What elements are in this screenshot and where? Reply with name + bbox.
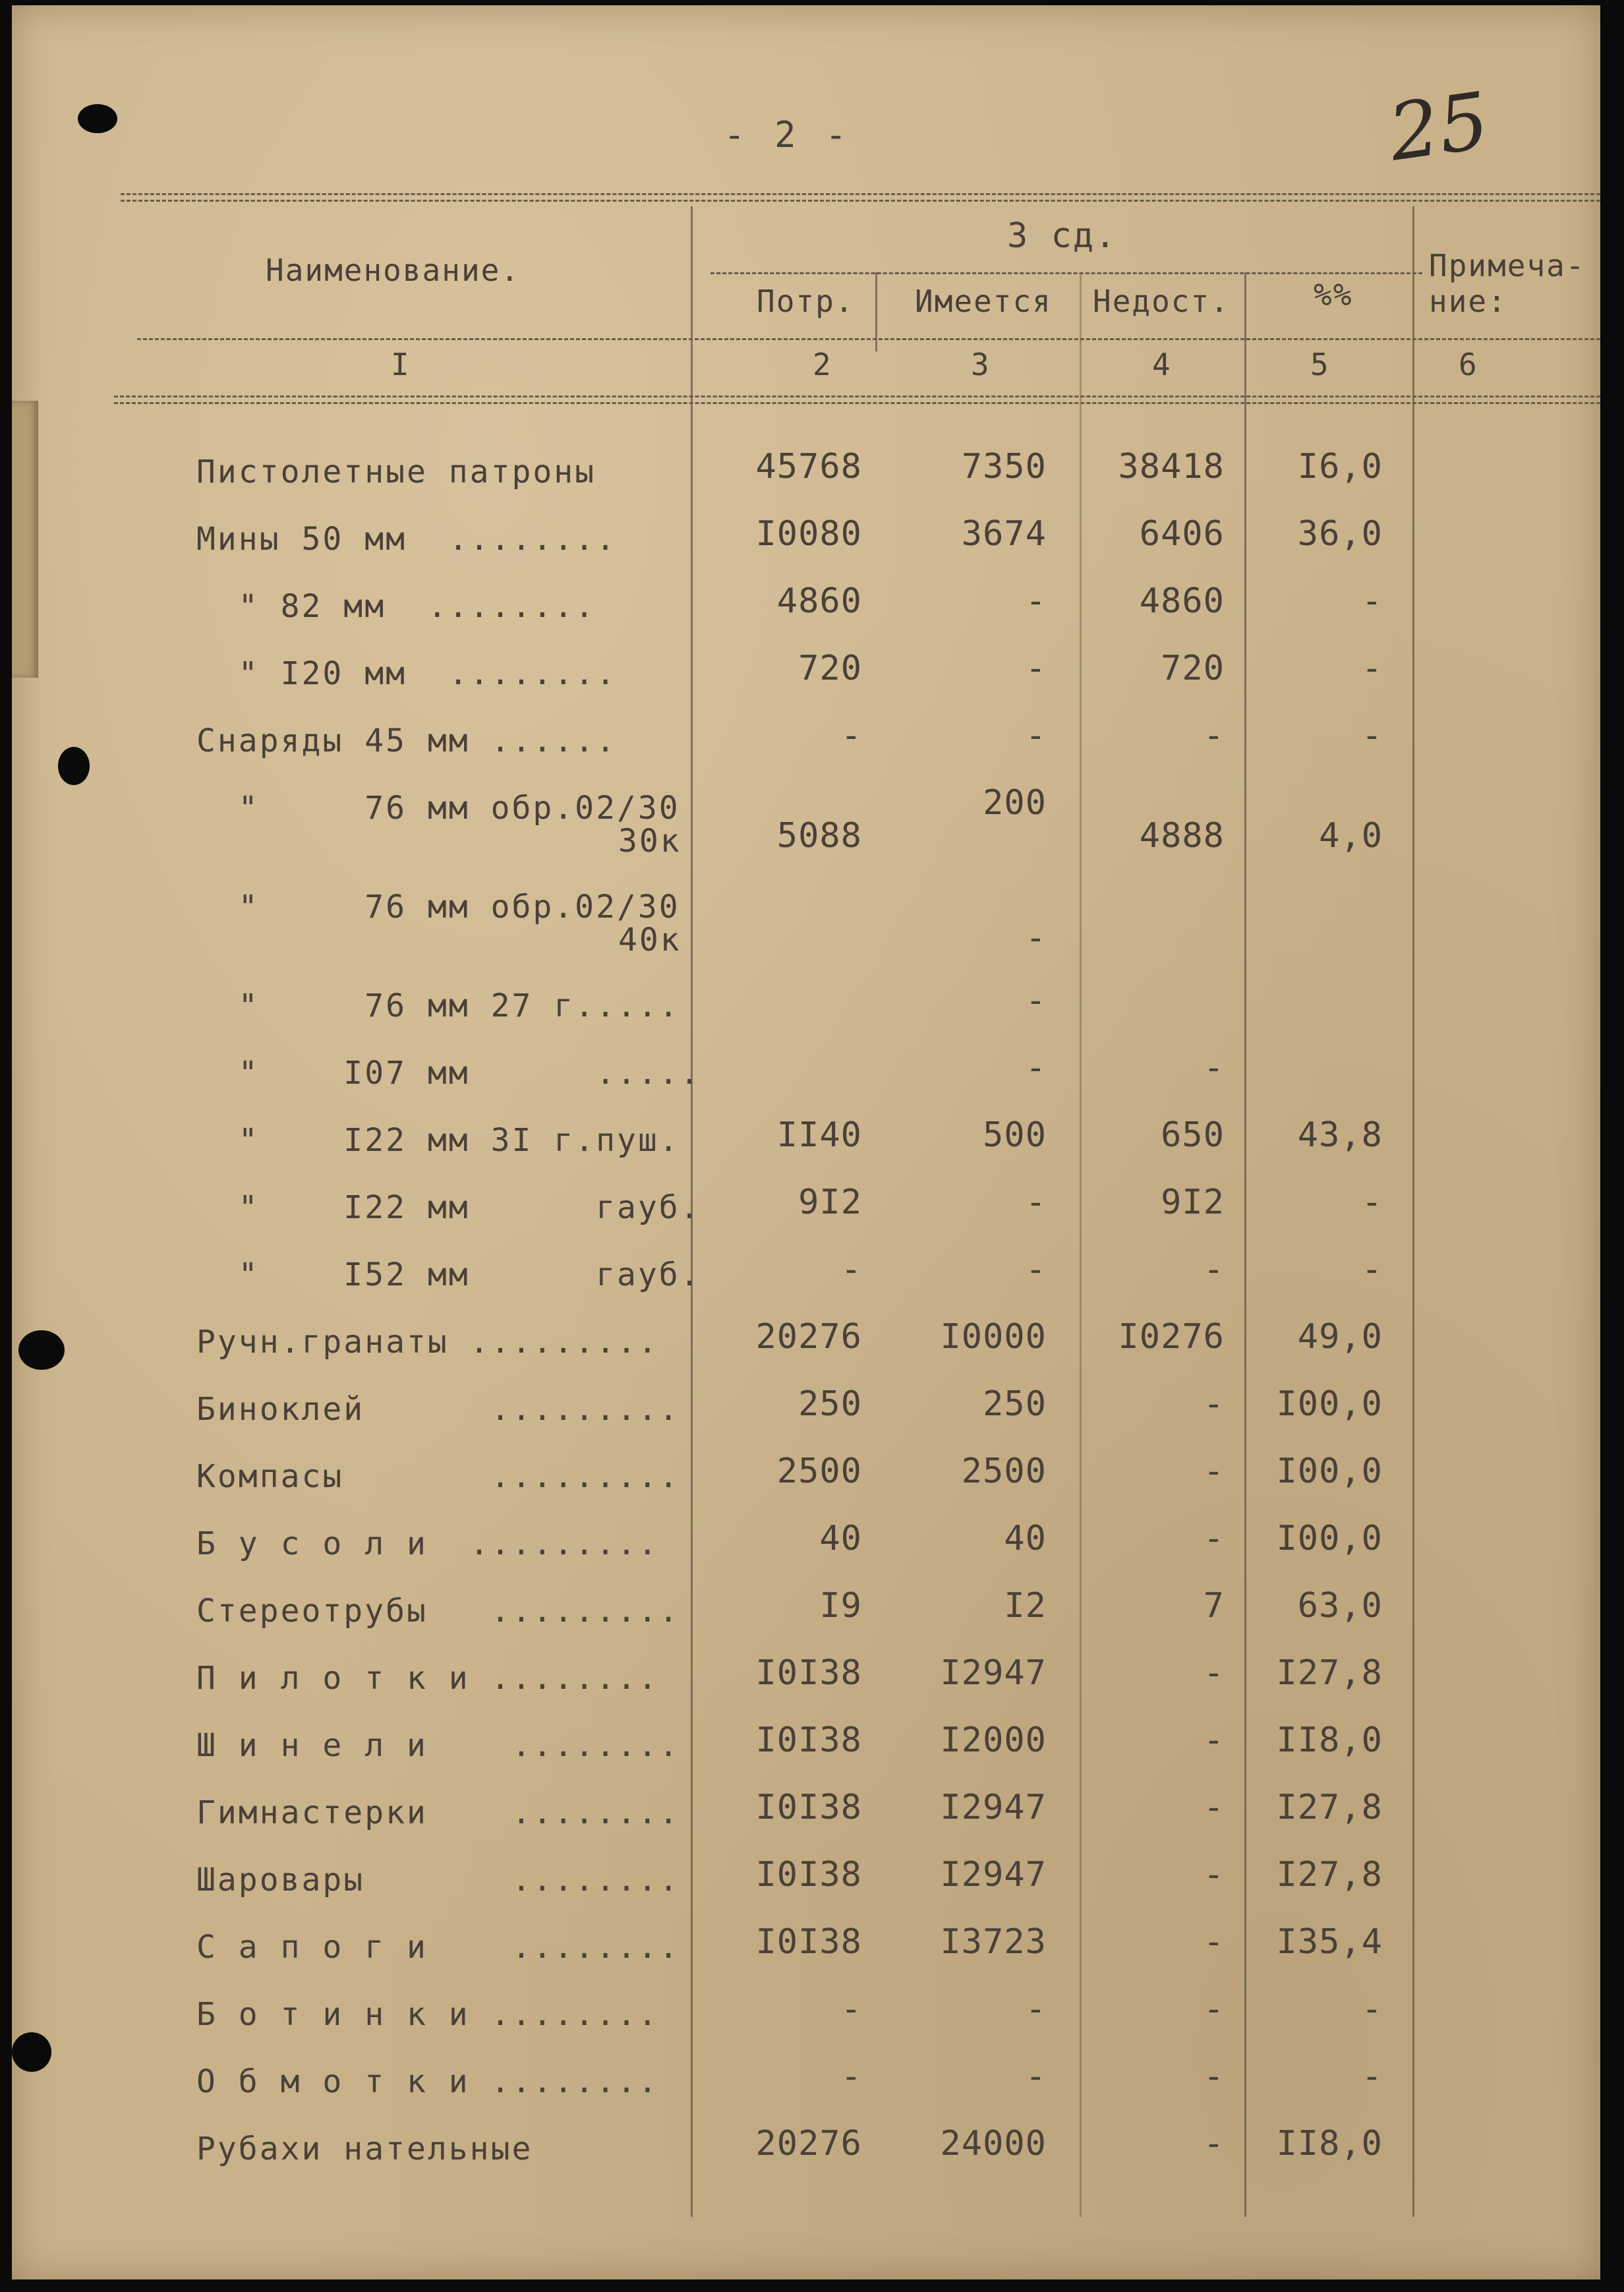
cell-nedost: 720 [1161,649,1225,688]
col-num-4: 4 [1152,347,1172,382]
row-label: Ручн.гранаты ......... [196,1324,659,1361]
cell-nedost: 6406 [1139,514,1225,554]
cell-nedost: - [1203,1384,1225,1424]
row-label: Шаровары ........ [196,1862,680,1898]
row-label: Мины 50 мм ........ [196,521,617,558]
cell-nedost: - [1203,1989,1225,2029]
header-nedost: Недост. [1093,283,1230,319]
row-label: О б м о т к и ........ [196,2063,659,2100]
cell-imeetsya: 3674 [961,514,1047,554]
cell-potr: I0080 [755,514,862,554]
cell-imeetsya: I2947 [940,1788,1047,1827]
row-label: " 76 мм обр.02/30 [196,790,680,827]
cell-pct: - [1361,581,1383,621]
cell-potr: I0I38 [755,1922,862,1962]
cell-imeetsya: I2947 [940,1653,1047,1693]
cell-imeetsya: - [1025,981,1047,1020]
row-label-suffix: 40к [618,922,682,958]
row-label: Гимнастерки ........ [196,1794,680,1831]
punch-hole [58,747,90,785]
cell-nedost: 650 [1161,1115,1225,1155]
col-num-2: 2 [813,347,832,382]
row-label: " I20 мм ........ [196,655,617,692]
cell-potr: 45768 [755,447,862,486]
cell-pct: - [1361,716,1383,755]
cell-pct: II8,0 [1276,2124,1383,2163]
punch-hole [18,1330,65,1370]
cell-potr: 4860 [776,581,862,621]
cell-potr: - [840,716,862,755]
header-bottom-rule [114,396,1600,404]
cell-imeetsya: I2000 [940,1720,1047,1760]
row-label: Снаряды 45 мм ...... [196,722,617,759]
cell-nedost: - [1203,2124,1225,2163]
cell-potr: 20276 [755,2124,862,2163]
header-potr: Потр. [757,283,855,319]
cell-pct: I27,8 [1276,1788,1383,1827]
cell-nedost: 7 [1203,1586,1225,1626]
cell-imeetsya: - [1025,2057,1047,2096]
cell-nedost: 38418 [1118,447,1225,486]
cell-potr: I0I38 [755,1720,862,1760]
group-rule [710,272,1422,274]
cell-nedost: - [1203,1452,1225,1491]
row-label: С а п о г и ........ [196,1929,680,1966]
row-label: " I22 мм 3I г.пуш. [196,1122,680,1159]
row-label: Компасы ......... [196,1458,680,1495]
cell-potr: 2500 [776,1452,862,1491]
handwritten-sheet-number: 25 [1383,74,1495,179]
page-number: - 2 - [724,114,851,156]
row-label: " I52 мм гауб. [196,1256,701,1293]
cell-pct: - [1361,1250,1383,1289]
cell-imeetsya: - [1025,1183,1047,1222]
cell-pct: I00,0 [1276,1452,1383,1491]
binding-tab [12,401,38,678]
cell-imeetsya: I3723 [940,1922,1047,1962]
cell-imeetsya: I0000 [940,1317,1047,1357]
cell-potr: I0I38 [755,1788,862,1827]
col-num-3: 3 [971,347,991,382]
cell-nedost: 9I2 [1161,1183,1225,1222]
cell-imeetsya: 24000 [940,2124,1047,2163]
cell-imeetsya: 2500 [961,1452,1047,1491]
cell-nedost: - [1203,1048,1225,1088]
cell-potr: II40 [776,1115,862,1155]
cell-imeetsya: - [1025,1989,1047,2029]
cell-pct: - [1361,1183,1383,1222]
cell-potr: I0I38 [755,1653,862,1693]
cell-nedost: - [1203,1922,1225,1962]
cell-pct: 43,8 [1297,1115,1383,1155]
cell-nedost: - [1203,1653,1225,1693]
column-divider [1244,272,1246,2217]
header-group: 3 сд. [1007,216,1117,256]
row-label: " 76 мм 27 г..... [196,987,680,1024]
cell-pct: I27,8 [1276,1653,1383,1693]
column-divider [1412,206,1414,2217]
cell-pct: 36,0 [1297,514,1383,554]
cell-imeetsya: 40 [1004,1519,1047,1558]
cell-imeetsya: I2947 [940,1855,1047,1895]
cell-nedost: - [1203,1519,1225,1558]
cell-potr: 40 [819,1519,862,1558]
cell-pct: 63,0 [1297,1586,1383,1626]
header-name: Наименование. [266,252,521,288]
cell-nedost: 4860 [1139,581,1225,621]
cell-pct: I00,0 [1276,1519,1383,1558]
cell-imeetsya: - [1025,918,1047,958]
cell-nedost: - [1203,2057,1225,2096]
punch-hole [12,2032,51,2072]
cell-nedost: - [1203,1855,1225,1895]
row-label: Биноклей ......... [196,1391,680,1428]
cell-pct: 49,0 [1297,1317,1383,1357]
col-num-6: 6 [1459,347,1478,382]
row-label: Рубахи нательные [196,2130,533,2167]
cell-nedost: - [1203,1788,1225,1827]
col-num-5: 5 [1310,347,1330,382]
cell-pct: - [1361,2057,1383,2096]
cell-potr: 720 [798,649,862,688]
cell-potr: I9 [819,1586,862,1626]
cell-imeetsya: I2 [1004,1586,1047,1626]
cell-pct: - [1361,649,1383,688]
row-label: " I07 мм ..... [196,1055,701,1092]
header-note: Примеча- ние: [1429,248,1586,319]
header-top-rule [121,193,1600,202]
cell-pct: 4,0 [1319,816,1383,856]
cell-potr: 250 [798,1384,862,1424]
cell-potr: 9I2 [798,1183,862,1222]
cell-imeetsya: 500 [983,1115,1047,1155]
cell-imeetsya: - [1025,716,1047,755]
column-divider [875,272,877,351]
cell-pct: II8,0 [1276,1720,1383,1760]
cell-imeetsya: - [1025,581,1047,621]
cell-nedost: 4888 [1139,816,1225,856]
cell-imeetsya: - [1025,649,1047,688]
cell-potr: - [840,2057,862,2096]
cell-nedost: - [1203,1250,1225,1289]
cell-pct: I00,0 [1276,1384,1383,1424]
row-label: П и л о т к и ........ [196,1660,659,1697]
cell-potr: 20276 [755,1317,862,1357]
cell-pct: I27,8 [1276,1855,1383,1895]
col-num-1: I [391,347,411,382]
cell-imeetsya: 7350 [961,447,1047,486]
cell-nedost: - [1203,1720,1225,1760]
cell-pct: I35,4 [1276,1922,1383,1962]
row-label: " I22 мм гауб. [196,1189,701,1226]
row-label: Пистолетные патроны [196,454,596,490]
header-imeetsya: Имеется [915,283,1052,319]
punch-hole [78,104,117,133]
cell-imeetsya: 200 [983,783,1047,823]
cell-potr: I0I38 [755,1855,862,1895]
cell-potr: - [840,1250,862,1289]
cell-pct: - [1361,1989,1383,2029]
cell-imeetsya: 250 [983,1384,1047,1424]
row-label: " 82 мм ........ [196,588,596,625]
row-label: Б у с о л и ......... [196,1525,659,1562]
row-label: Б о т и н к и ........ [196,1996,659,2033]
cell-pct: I6,0 [1297,447,1383,486]
row-label: Стереотрубы ......... [196,1593,680,1630]
header-mid-rule [137,338,1600,340]
cell-nedost: - [1203,716,1225,755]
row-label: Ш и н е л и ........ [196,1727,680,1764]
cell-potr: - [840,1989,862,2029]
cell-imeetsya: - [1025,1250,1047,1289]
cell-imeetsya: - [1025,1048,1047,1088]
row-label-suffix: 30к [618,823,682,860]
cell-potr: 5088 [776,816,862,856]
document-sheet [12,5,1600,2279]
header-percent: %% [1314,277,1353,312]
row-label: " 76 мм обр.02/30 [196,889,680,926]
cell-nedost: I0276 [1118,1317,1225,1357]
